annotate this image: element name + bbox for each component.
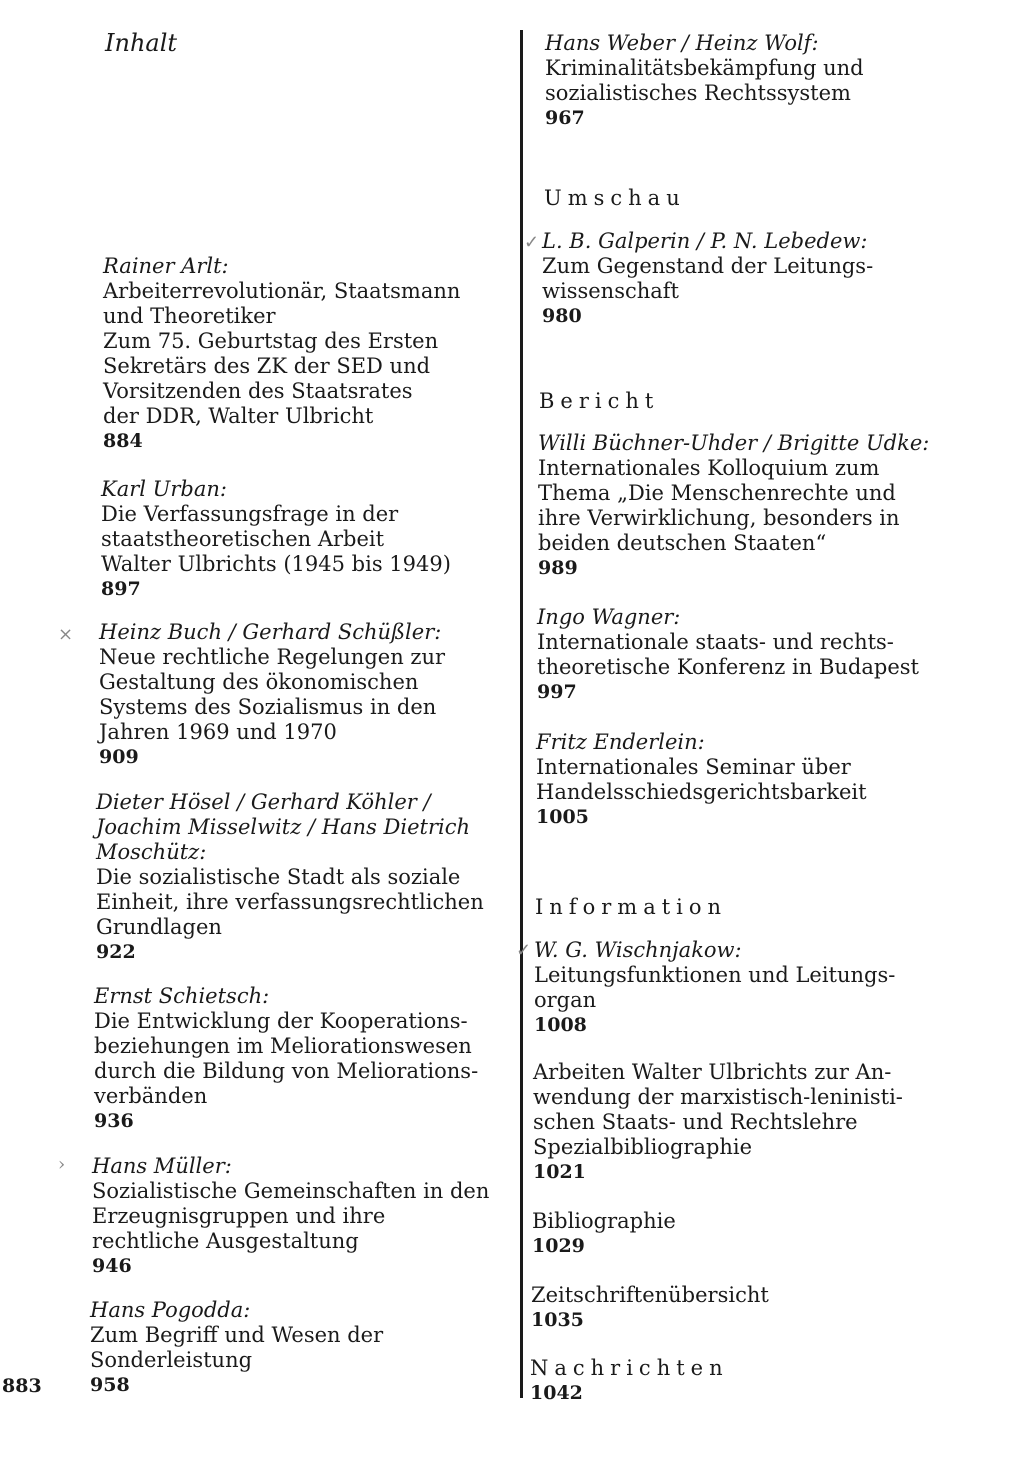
section-heading-information: Information [535,895,728,919]
entry-author: Ingo Wagner: [537,605,681,629]
entry-author: Joachim Misselwitz / Hans Dietrich [96,815,470,839]
entry-title-line: Grundlagen [96,915,222,939]
toc-entry[interactable] [545,31,864,131]
entry-title-line: schen Staats- und Rechtslehre [533,1110,858,1134]
entry-page-number: 1042 [530,1382,583,1404]
entry-page-number: 1035 [531,1309,584,1331]
entry-page-number: 1029 [532,1235,585,1257]
entry-title-line: Gestaltung des ökonomischen [99,670,419,694]
entry-page-number: 989 [538,557,578,579]
entry-title-line: Internationales Seminar über [536,755,851,779]
entry-title-line: Arbeiterrevolutionär, Staatsmann [103,279,461,303]
entry-page-number: 946 [92,1255,132,1277]
entry-title-line: beziehungen im Meliorationswesen [94,1034,472,1058]
toc-entry[interactable] [538,431,929,581]
entry-title-line: durch die Bildung von Meliorations- [94,1059,479,1083]
entry-author: Rainer Arlt: [103,254,229,278]
entry-page-number: 936 [94,1110,134,1132]
entry-title-line: Zum Gegenstand der Leitungs- [542,254,874,278]
entry-title-line: Zum 75. Geburtstag des Ersten [103,329,439,353]
section-heading-umschau: Umschau [544,186,686,210]
entry-title-line: beiden deutschen Staaten“ [538,531,827,555]
margin-mark-icon: › [58,1154,66,1175]
entry-title-line: Zum Begriff und Wesen der [90,1323,384,1347]
entry-title-line: Arbeiten Walter Ulbrichts zur An- [533,1060,892,1084]
entry-author: L. B. Galperin / P. N. Lebedew: [542,229,868,253]
entry-title-line: Leitungsfunktionen und Leitungs- [534,963,896,987]
entry-page-number: 897 [101,578,141,600]
page-title: Inhalt [105,29,178,57]
entry-author: Fritz Enderlein: [536,730,705,754]
entry-author: Dieter Hösel / Gerhard Köhler / [96,790,431,814]
entry-title-line: Internationale staats- und rechts- [537,630,894,654]
entry-author: Ernst Schietsch: [94,984,270,1008]
toc-entry[interactable] [532,1209,676,1259]
entry-page-number: 967 [545,107,585,129]
entry-title-line: Die Entwicklung der Kooperations- [94,1009,468,1033]
entry-page-number: 909 [99,746,139,768]
margin-mark-icon: ✓ [524,232,540,253]
entry-author: Heinz Buch / Gerhard Schüßler: [99,620,442,644]
toc-entry[interactable] [94,984,478,1134]
entry-author: Moschütz: [96,840,207,864]
entry-title-line: sozialistisches Rechtssystem [545,81,851,105]
entry-title-line: staatstheoretischen Arbeit [101,527,385,551]
entry-title-line: Kriminalitätsbekämpfung und [545,56,864,80]
entry-author: Hans Weber / Heinz Wolf: [545,31,819,55]
entry-title-line: rechtliche Ausgestaltung [92,1229,359,1253]
toc-entry[interactable] [90,1298,383,1398]
margin-mark-icon: × [58,624,74,645]
entry-title-line: Die Verfassungsfrage in der [101,502,399,526]
toc-entry[interactable] [92,1154,489,1279]
entry-title-line: Neue rechtliche Regelungen zur [99,645,446,669]
entry-page-number: 997 [537,681,577,703]
entry-title-line: wissenschaft [542,279,679,303]
entry-title-line: und Theoretiker [103,304,276,328]
entry-title-line: Erzeugnisgruppen und ihre [92,1204,386,1228]
section-heading-nachrichten: Nachrichten [530,1356,729,1380]
entry-author: Willi Büchner-Uhder / Brigitte Udke: [538,431,930,455]
page-folio-number: 883 [2,1375,42,1397]
entry-title-line: Sonderleistung [90,1348,253,1372]
entry-author: W. G. Wischnjakow: [534,938,742,962]
toc-entry[interactable] [533,1060,903,1185]
entry-title-line: der DDR, Walter Ulbricht [103,404,374,428]
entry-title-line: Zeitschriftenübersicht [531,1283,769,1307]
toc-entry[interactable] [542,229,873,329]
toc-entry[interactable] [99,620,445,770]
entry-page-number: 980 [542,305,582,327]
section-heading-bericht: Bericht [539,389,660,413]
entry-page-number: 958 [90,1374,130,1396]
entry-title-line: organ [534,988,597,1012]
toc-entry[interactable] [537,605,919,705]
entry-title-line: Bibliographie [532,1209,676,1233]
column-divider [520,30,523,1398]
toc-entry[interactable] [531,1283,769,1333]
entry-title-line: Thema „Die Menschenrechte und [538,481,896,505]
entry-title-line: Vorsitzenden des Staatsrates [103,379,413,403]
entry-title-line: Sozialistische Gemeinschaften in den [92,1179,490,1203]
toc-entry[interactable] [530,1356,729,1406]
entry-title-line: Walter Ulbrichts (1945 bis 1949) [101,552,451,576]
entry-page-number: 1008 [534,1014,587,1036]
entry-title-line: Jahren 1969 und 1970 [99,720,337,744]
entry-page-number: 922 [96,941,136,963]
entry-title-line: Systems des Sozialismus in den [99,695,437,719]
entry-title-line: theoretische Konferenz in Budapest [537,655,919,679]
entry-title-line: wendung der marxistisch-leninisti- [533,1085,903,1109]
entry-title-line: Internationales Kolloquium zum [538,456,880,480]
entry-author: Karl Urban: [101,477,227,501]
toc-entry[interactable] [96,790,484,965]
margin-mark-icon: ✓ [516,940,532,961]
entry-title-line: Einheit, ihre verfassungsrechtlichen [96,890,484,914]
entry-title-line: ihre Verwirklichung, besonders in [538,506,900,530]
entry-page-number: 884 [103,430,143,452]
entry-title-line: Die sozialistische Stadt als soziale [96,865,461,889]
entry-title-line: verbänden [94,1084,208,1108]
entry-author: Hans Pogodda: [90,1298,251,1322]
toc-entry[interactable] [536,730,867,830]
entry-page-number: 1021 [533,1161,586,1183]
entry-author: Hans Müller: [92,1154,232,1178]
entry-title-line: Handelsschiedsgerichtsbarkeit [536,780,867,804]
entry-title-line: Sekretärs des ZK der SED und [103,354,431,378]
toc-entry[interactable] [534,938,895,1038]
toc-entry[interactable] [103,254,460,454]
toc-entry[interactable] [101,477,451,602]
entry-page-number: 1005 [536,806,589,828]
entry-title-line: Spezialbibliographie [533,1135,753,1159]
